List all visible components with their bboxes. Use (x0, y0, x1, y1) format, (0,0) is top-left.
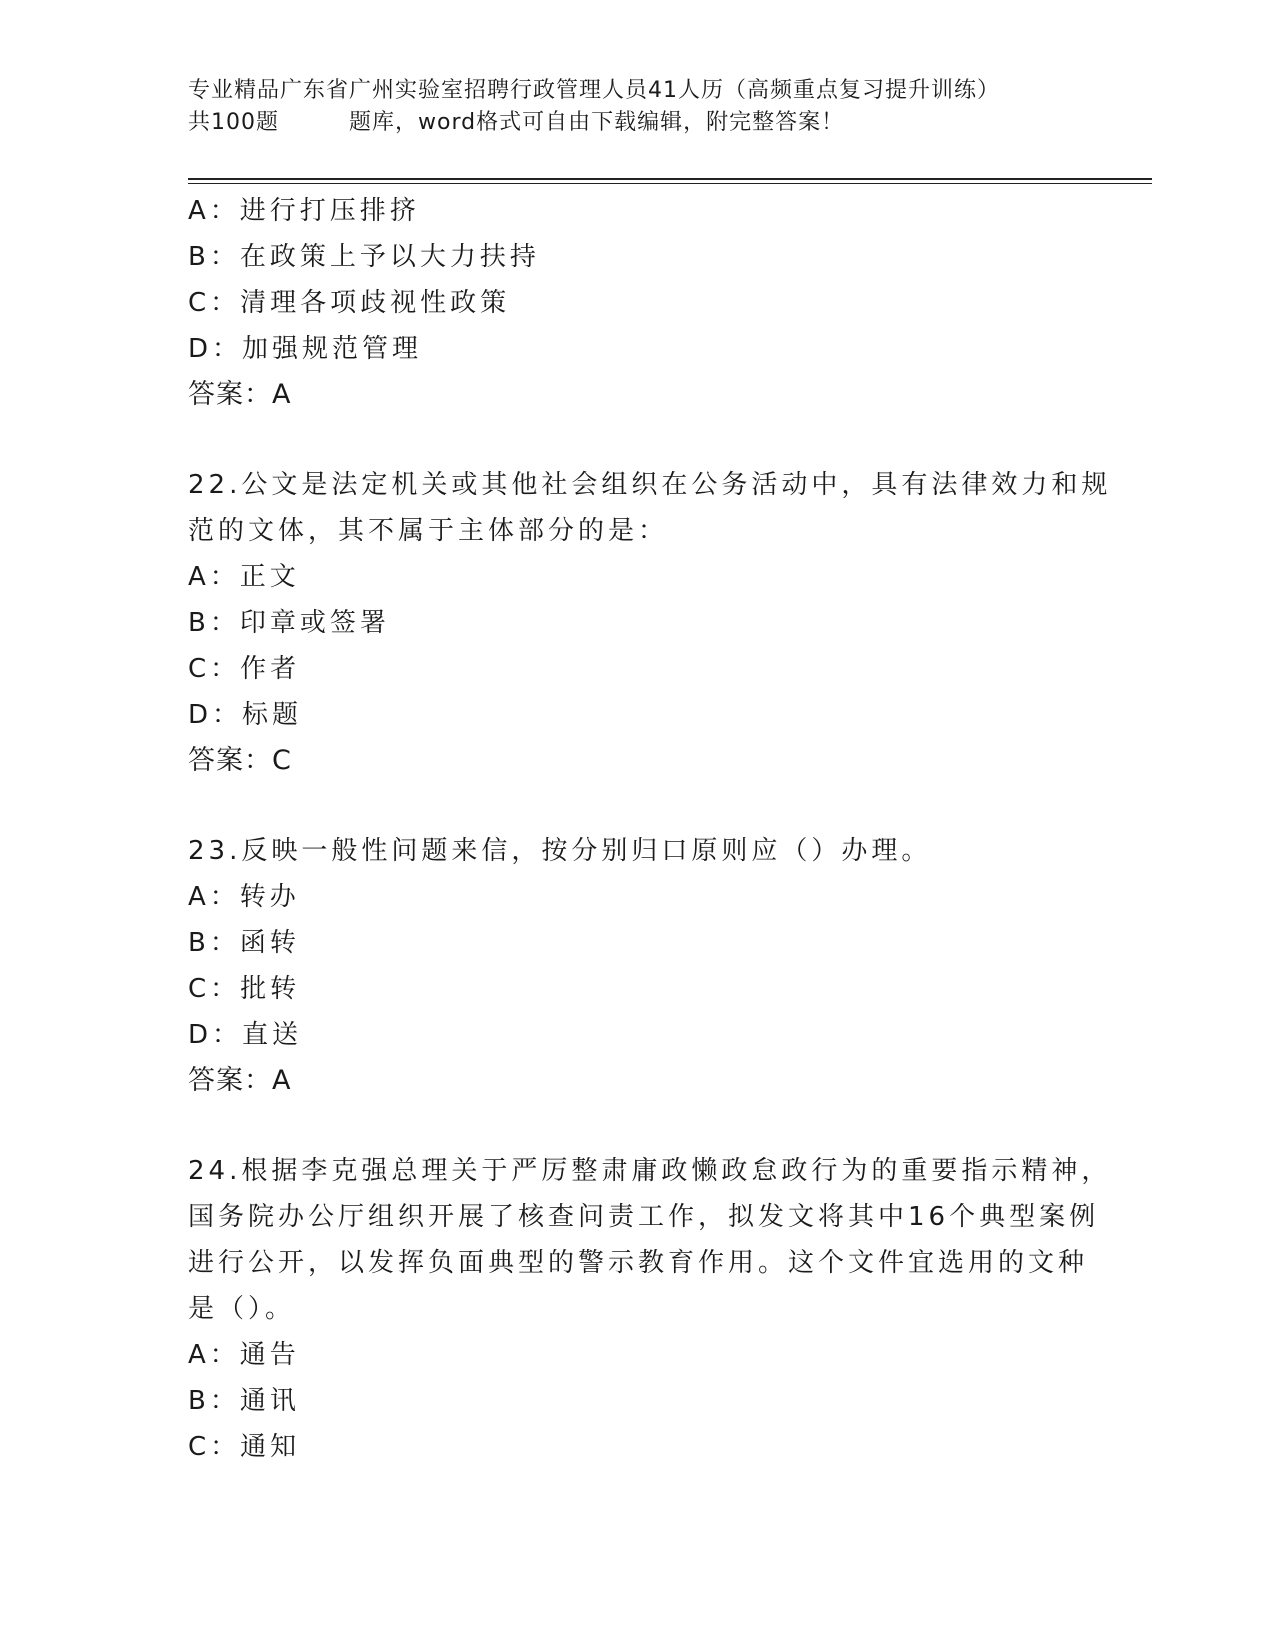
option-c: C：通知 (188, 1432, 301, 1462)
option-a: A：正文 (188, 562, 300, 592)
document-header (188, 75, 1088, 139)
question-list (188, 188, 1112, 1470)
option-d: D：加强规范管理 (188, 334, 423, 364)
header-divider-thin (188, 183, 1152, 184)
option-b: B：通讯 (188, 1386, 300, 1416)
option-a: A：转办 (188, 882, 300, 912)
option-b: B：在政策上予以大力扶持 (188, 242, 540, 272)
question-text-line: 23.反映一般性问题来信，按分别归口原则应（）办理。 (188, 836, 932, 866)
option-d: D：标题 (188, 700, 303, 730)
header-title-line: 专业精品广东省广州实验室招聘行政管理人员41人历（高频重点复习提升训练） (188, 78, 1000, 103)
option-d: D：直送 (188, 1020, 303, 1050)
option-a: A：通告 (188, 1340, 300, 1370)
header-note: 题库，word格式可自由下载编辑，附完整答案！ (349, 110, 845, 135)
header-subtitle-line (188, 107, 1088, 139)
question-count: 共100题 (188, 110, 279, 135)
option-b: B：印章或签署 (188, 608, 390, 638)
question-text-line: 国务院办公厅组织开展了核查问责工作，拟发文将其中16个典型案例 (188, 1202, 1100, 1232)
question-text-line: 范的文体，其不属于主体部分的是： (188, 516, 669, 546)
option-c: C：作者 (188, 654, 301, 684)
question-text-line: 24.根据李克强总理关于严厉整肃庸政懒政怠政行为的重要指示精神， (188, 1156, 1112, 1186)
option-b: B：函转 (188, 928, 300, 958)
question-block (188, 828, 1088, 1104)
question-block (188, 1148, 1112, 1470)
answer-line: 答案：A (188, 379, 292, 410)
header-divider (188, 178, 1152, 180)
option-c: C：清理各项歧视性政策 (188, 288, 511, 318)
question-block (188, 462, 1112, 784)
answer-line: 答案：A (188, 1065, 292, 1096)
option-c: C：批转 (188, 974, 301, 1004)
question-block (188, 188, 1088, 418)
option-a: A：进行打压排挤 (188, 196, 420, 226)
question-text-line: 22.公文是法定机关或其他社会组织在公务活动中，具有法律效力和规 (188, 470, 1112, 500)
answer-line: 答案：C (188, 745, 292, 776)
question-text-line: 进行公开，以发挥负面典型的警示教育作用。这个文件宜选用的文种 (188, 1248, 1089, 1278)
question-text-line: 是（）。 (188, 1294, 296, 1324)
